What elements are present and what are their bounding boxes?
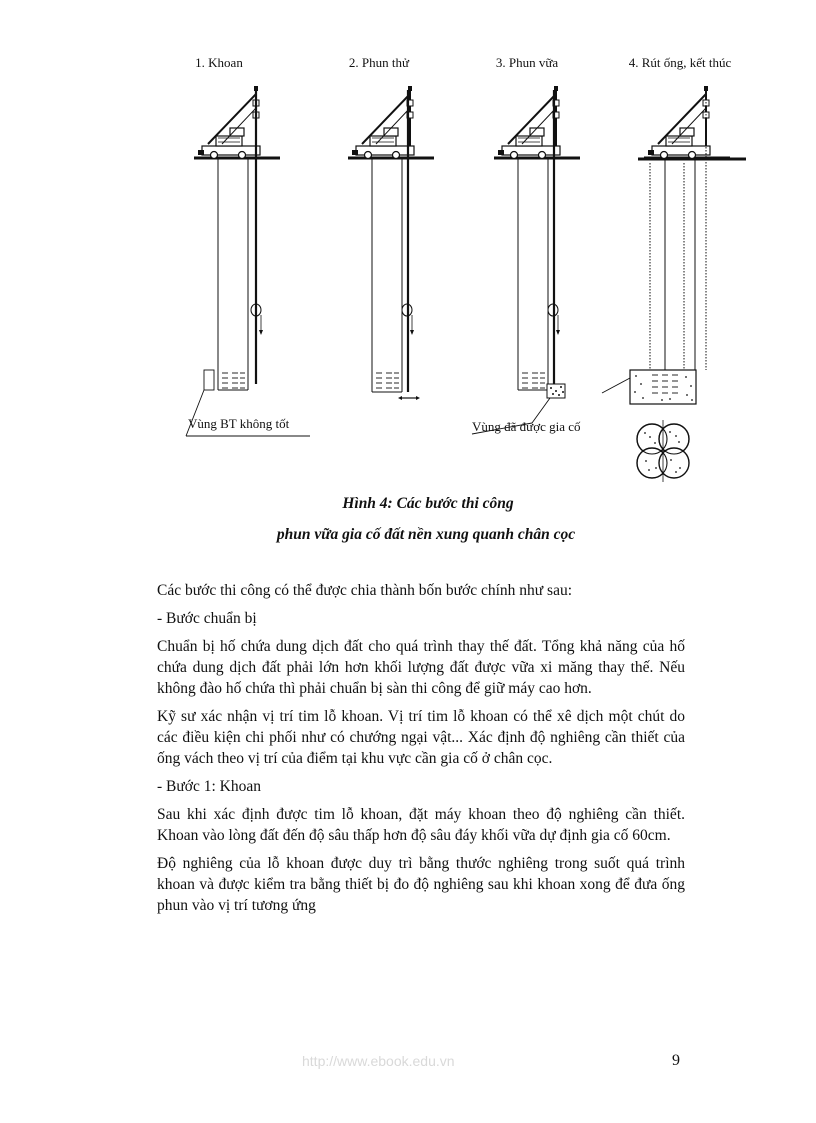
step-title-4: 4. Rút ống, kết thúc	[628, 55, 732, 70]
step-1-drilling	[186, 86, 310, 436]
body-text	[157, 580, 685, 923]
paragraph-step-1: Sau khi xác định được tim lỗ khoan, đặt máy khoan theo độ nghiêng cần thiết. Khoan vào lòng đất đến độ sâu thấp hơn độ sâu đáy khối vữa dự định gia cố 60cm.	[157, 806, 685, 844]
step-3-grout-spray	[472, 86, 580, 434]
paragraph-intro: Các bước thi công có thể được chia thành bốn bước chính như sau:	[157, 582, 573, 599]
footer-url-watermark: http://www.ebook.edu.vn	[302, 1053, 455, 1069]
construction-steps-figure	[140, 48, 780, 493]
step-2-test-spray	[348, 86, 434, 400]
heading-step-1: - Bước 1: Khoan	[157, 778, 261, 795]
label-reinforced-zone: Vùng đã được gia cố	[472, 419, 581, 434]
step-title-1: 1. Khoan	[195, 55, 243, 70]
page-number: 9	[672, 1052, 680, 1069]
step-title-3: 3. Phun vữa	[495, 55, 559, 70]
paragraph-preparation: Chuẩn bị hố chứa dung dịch đất cho quá trình thay thế đất. Tổng khả năng của hố chứa dung dịch đất phải lớn hơn khối lượng đất được vữa xi măng thay thế. Nếu không đào hố chứa thì phải chuẩn bị sàn thi công để giữ máy cao hơn.	[157, 638, 685, 697]
figure-caption-line-1: Hình 4: Các bước thi công	[342, 495, 514, 512]
step-4-withdraw	[602, 86, 746, 482]
label-bad-concrete-zone: Vùng BT không tốt	[188, 416, 290, 431]
paragraph-inclination: Độ nghiêng của lỗ khoan được duy trì bằng thước nghiêng trong suốt quá trình khoan và được kiểm tra bằng thiết bị đo độ nghiêng sau khi khoan xong để đưa ống phun vào vị trí tương ứng	[157, 855, 685, 914]
step-title-2: 2. Phun thử	[348, 55, 410, 70]
figure-caption-line-2: phun vữa gia cố đất nền xung quanh chân cọc	[276, 526, 576, 543]
paragraph-engineer: Kỹ sư xác nhận vị trí tim lỗ khoan. Vị trí tim lỗ khoan có thể xê dịch một chút do các điều kiện chi phối như có chướng ngại vật... Xác định độ nghiêng cần thiết của ống vách theo vị trí của điểm tại khu vực cần gia cố ở chân cọc.	[157, 708, 685, 767]
heading-preparation: - Bước chuẩn bị	[157, 610, 257, 627]
